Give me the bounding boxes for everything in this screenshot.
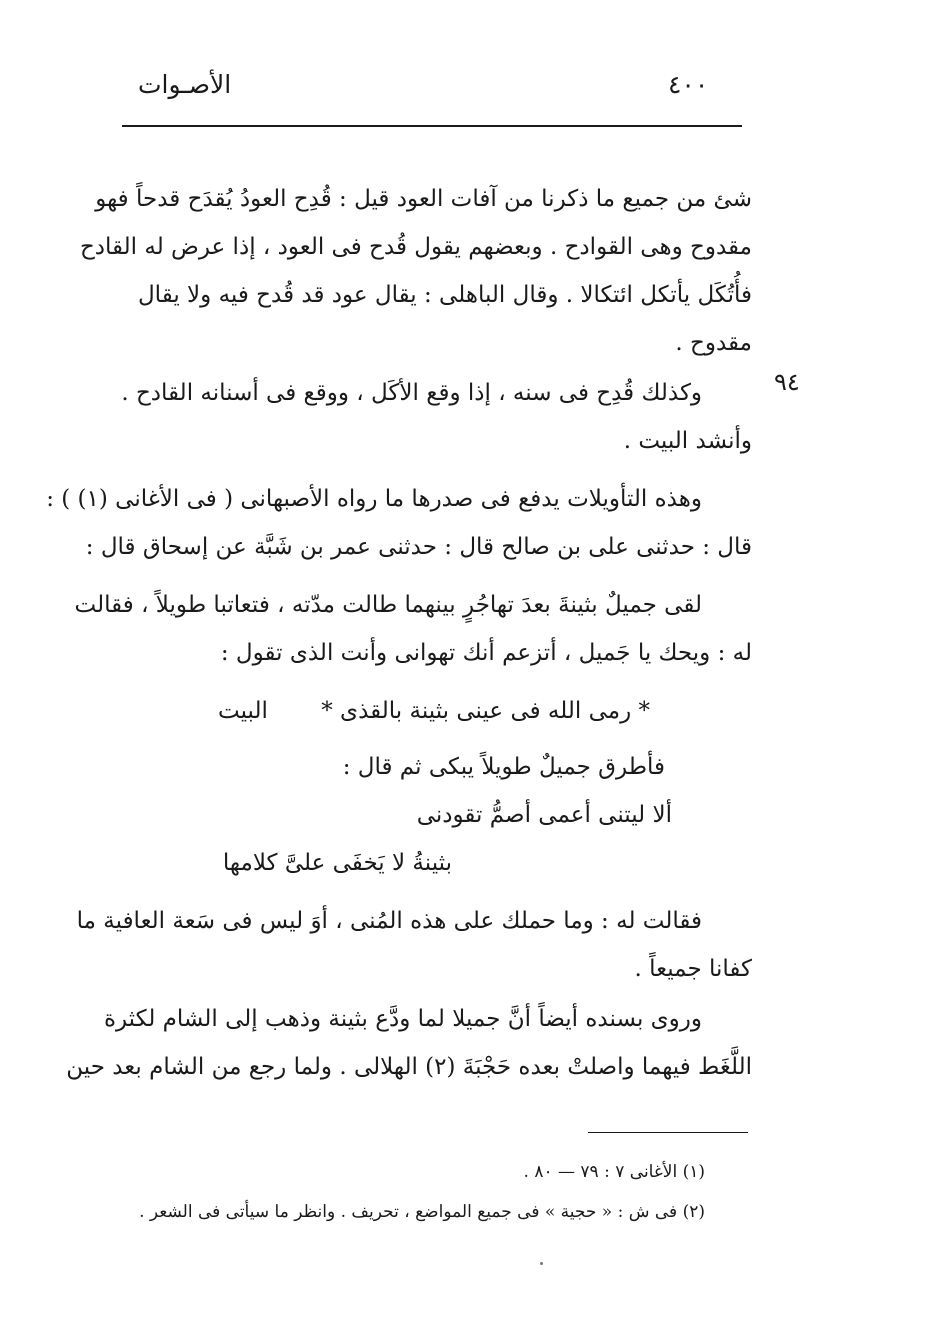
body-line-14: وروى بسنده أيضاً أنَّ جميلا لما ودَّع بثينة وذهب إلى الشام لكثرة — [103, 1006, 702, 1032]
body-line-1: شئ من جميع ما ذكرنا من آفات العود قيل : قُدِح العودُ يُقدَح قدحاً فهو — [95, 186, 752, 212]
body-line-12: فقالت له : وما حملك على هذه المُنى ، أوَ ليس فى سَعة العافية ما — [76, 908, 702, 934]
body-line-3: فأُتُكَل يأتكل ائتكالا . وقال الباهلى : يقال عود قد قُدح فيه ولا يقال — [137, 282, 752, 308]
body-line-8: قال : حدثنى على بن صالح قال : حدثنى عمر بن شَبَّة عن إسحاق قال : — [85, 534, 752, 560]
body-line-6: وأنشد البيت . — [623, 428, 752, 454]
page-number: ٤٠٠ — [668, 70, 709, 99]
body-line-7: وهذه التأويلات يدفع فى صدرها ما رواه الأصبهانى ( فى الأغانى (١) ) : — [46, 486, 702, 512]
verse-hemistich-2: ألا ليتنى أعمى أصمُّ تقودنى — [416, 802, 672, 828]
verse-hemistich-3: بثينةُ لا يَخفَى علىَّ كلامها — [222, 850, 452, 876]
header-rule — [122, 125, 742, 127]
body-line-2: مقدوح وهى القوادح . وبعضهم يقول قُدح فى العود ، إذا عرض له القادح — [79, 234, 752, 260]
body-line-15: اللَّغَط فيهما واصلتْ بعده حَجْبَةَ (٢) الهلالى . ولما رجع من الشام بعد حين — [66, 1054, 752, 1080]
body-line-9: لقى جميلٌ بثينةَ بعدَ تهاجُرٍ بينهما طالت مدّته ، فتعاتبا طويلاً ، فقالت — [74, 592, 702, 618]
footnote-2: (٢) فى ش : « حجية » فى جميع المواضع ، تحريف . وانظر ما سيأتى فى الشعر . — [139, 1202, 705, 1222]
body-line-10: له : ويحك يا جَميل ، أتزعم أنك تهوانى وأنت الذى تقول : — [220, 640, 752, 666]
header-title: الأصـوات — [138, 70, 232, 99]
page-speck — [540, 1262, 543, 1265]
body-line-13: كفانا جميعاً . — [634, 956, 752, 982]
body-line-4: مقدوح . — [675, 330, 752, 356]
body-line-5: وكذلك قُدِح فى سنه ، إذا وقع الأكَل ، ووقع فى أسنانه القادح . — [121, 380, 702, 406]
verse-hemistich-1: * رمى الله فى عينى بثينة بالقذى * — [321, 698, 650, 724]
footnote-1: (١) الأغانى ٧ : ٧٩ — ٨٠ . — [523, 1162, 705, 1182]
margin-number: ٩٤ — [774, 368, 800, 396]
verse-label: البيت — [218, 698, 268, 724]
footnote-rule — [588, 1132, 748, 1133]
body-line-11: فأطرق جميلٌ طويلاً يبكى ثم قال : — [342, 754, 665, 780]
